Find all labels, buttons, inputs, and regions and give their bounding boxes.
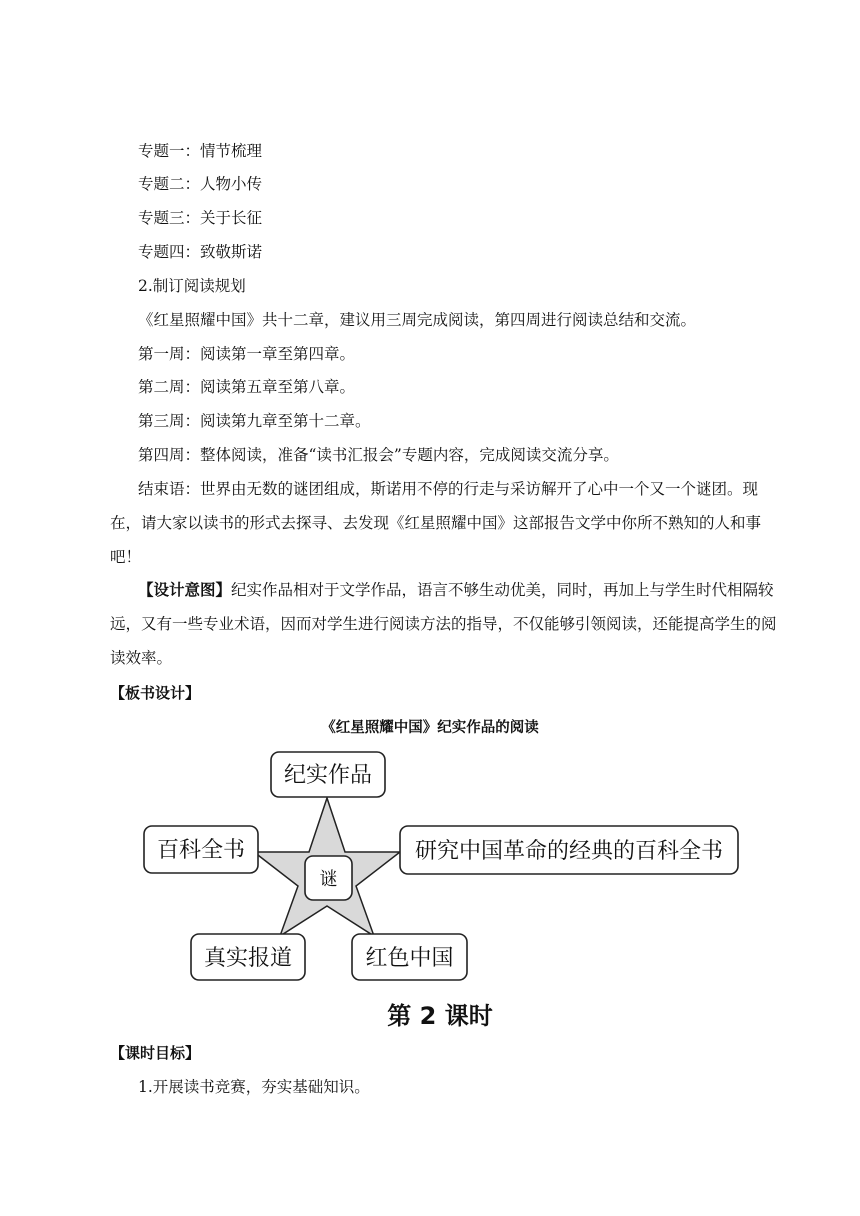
box-left — [144, 826, 258, 873]
week-4: 第四周：整体阅读，准备“读书汇报会”专题内容，完成阅读交流分享。 — [138, 446, 619, 464]
center-box — [305, 856, 352, 900]
design-intent-label: 【设计意图】 — [138, 581, 232, 599]
box-top — [271, 752, 385, 797]
topic-4: 专题四：致敬斯诺 — [138, 243, 263, 261]
topic-1: 专题一：情节梳理 — [138, 142, 263, 160]
box-bottom-left — [191, 934, 305, 980]
box-right — [400, 826, 738, 874]
plan-intro: 《红星照耀中国》共十二章，建议用三周完成阅读，第四周进行阅读总结和交流。 — [138, 311, 697, 329]
box-top-label: 纪实作品 — [283, 763, 373, 788]
topic-2: 专题二：人物小传 — [138, 175, 263, 193]
week-3: 第三周：阅读第九章至第十二章。 — [138, 412, 371, 430]
topic-3: 专题三：关于长征 — [138, 209, 263, 227]
box-right-label: 研究中国革命的经典的百科全书 — [414, 839, 724, 864]
week-1: 第一周：阅读第一章至第四章。 — [138, 345, 356, 363]
lesson-title: 第 2 课时 — [387, 1002, 493, 1030]
closing-paragraph: 结束语：世界由无数的谜团组成，斯诺用不停的行走与采访解开了心中一个又一个谜团。现在，请大家以读书的形式去探寻、去发现《红星照耀中国》这部报告文学中你所不熟知的人和事吧！ — [110, 480, 762, 566]
center-label: 谜 — [319, 869, 338, 890]
board-heading: 【板书设计】 — [110, 684, 201, 702]
box-bottom-right-label: 红色中国 — [365, 946, 454, 971]
week-2: 第二周：阅读第五章至第八章。 — [138, 378, 356, 396]
diagram-title: 《红星照耀中国》纪实作品的阅读 — [321, 720, 539, 736]
objective-1: 1.开展读书竞赛，夯实基础知识。 — [138, 1078, 370, 1096]
box-bottom-right — [352, 934, 467, 980]
box-left-label: 百科全书 — [156, 838, 246, 863]
plan-heading: 2.制订阅读规划 — [138, 277, 246, 295]
design-intent-text: 纪实作品相对于文学作品，语言不够生动优美，同时，再加上与学生时代相隔较远，又有一些专业术语，因而对学生进行阅读方法的指导，不仅能够引领阅读，还能提高学生的阅读效率。 — [110, 581, 777, 667]
box-bottom-left-label: 真实报道 — [203, 946, 293, 971]
objectives-heading: 【课时目标】 — [110, 1044, 201, 1062]
